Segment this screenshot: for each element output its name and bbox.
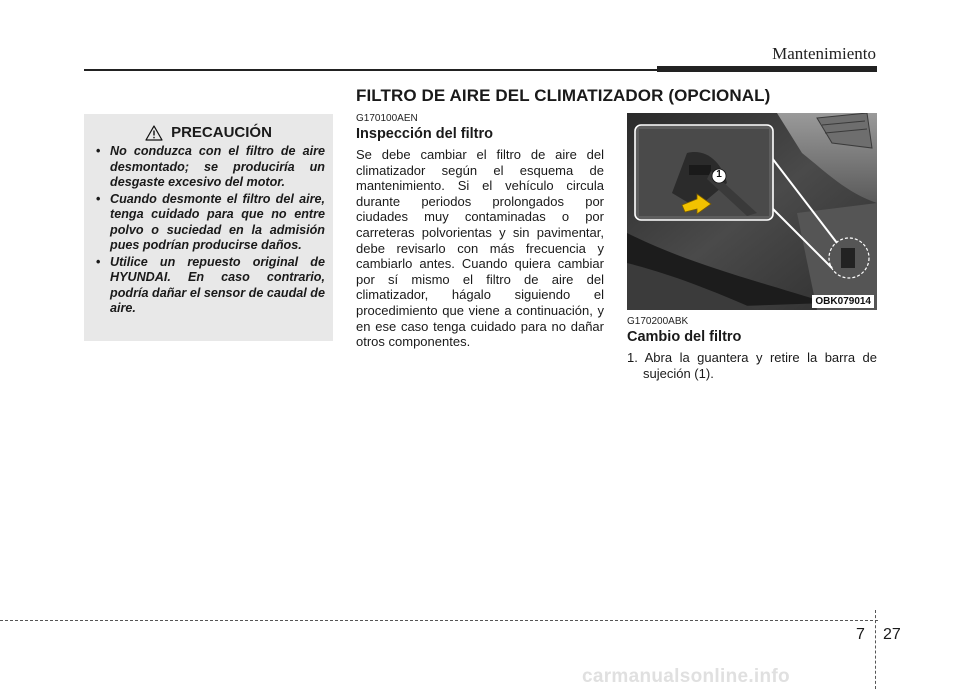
caution-item: • Cuando desmonte el filtro del aire, tenga cuidado para que no entre polvo o suciedad en la admisión pues podrían producirse daños. (92, 192, 325, 254)
inspection-code: G170100AEN (356, 113, 418, 124)
chapter-number: 7 (856, 626, 865, 643)
callout-number: 1 (716, 169, 722, 180)
glovebox-figure (627, 113, 877, 310)
caution-item: • No conduzca con el filtro de aire desmontado; se produciría un desgaste excesivo del motor. (92, 144, 325, 191)
page-divider (875, 610, 876, 689)
replacement-heading: Cambio del filtro (627, 329, 742, 345)
inspection-section (356, 113, 604, 350)
replacement-section (627, 316, 877, 381)
watermark: carmanualsonline.info (582, 666, 790, 687)
caution-box (84, 114, 333, 341)
replacement-code: G170200ABK (627, 316, 689, 327)
page-number: 27 (883, 626, 901, 643)
section-title: FILTRO DE AIRE DEL CLIMATIZADOR (OPCIONAL) (356, 86, 771, 105)
warning-triangle-icon (145, 125, 163, 141)
inspection-body: Se debe cambiar el filtro de aire del climatizador según el esquema de mantenimiento. Si el vehículo circula durante periodos prolongados por ciudades muy contaminadas o por carreteras polvorientas y sin pavimentar, debe revisarlo con más frecuencia y cambiarlo antes. Cuando quiera cambiar por sí mismo el filtro de aire del climatizador, hágalo siguiendo el procedimiento que viene a continuación, y en ese caso tenga cuidado para no dañar otros componentes. (356, 147, 604, 350)
figure-caption: OBK079014 (812, 295, 874, 308)
header-rule (84, 69, 657, 71)
glovebox-photo (627, 113, 877, 310)
running-header: Mantenimiento (772, 44, 876, 63)
caution-item: • Utilice un repuesto original de HYUNDAI. En caso contrario, podría dañar el sensor de caudal de aire. (92, 255, 325, 317)
caution-list (92, 144, 325, 317)
caution-title: PRECAUCIÓN (171, 124, 272, 141)
replacement-step: 1. Abra la guantera y retire la barra de sujeción (1). (627, 350, 877, 381)
caution-header (92, 124, 325, 141)
header-bar (657, 66, 877, 72)
inspection-heading: Inspección del filtro (356, 126, 493, 142)
footer-rule (0, 620, 878, 621)
